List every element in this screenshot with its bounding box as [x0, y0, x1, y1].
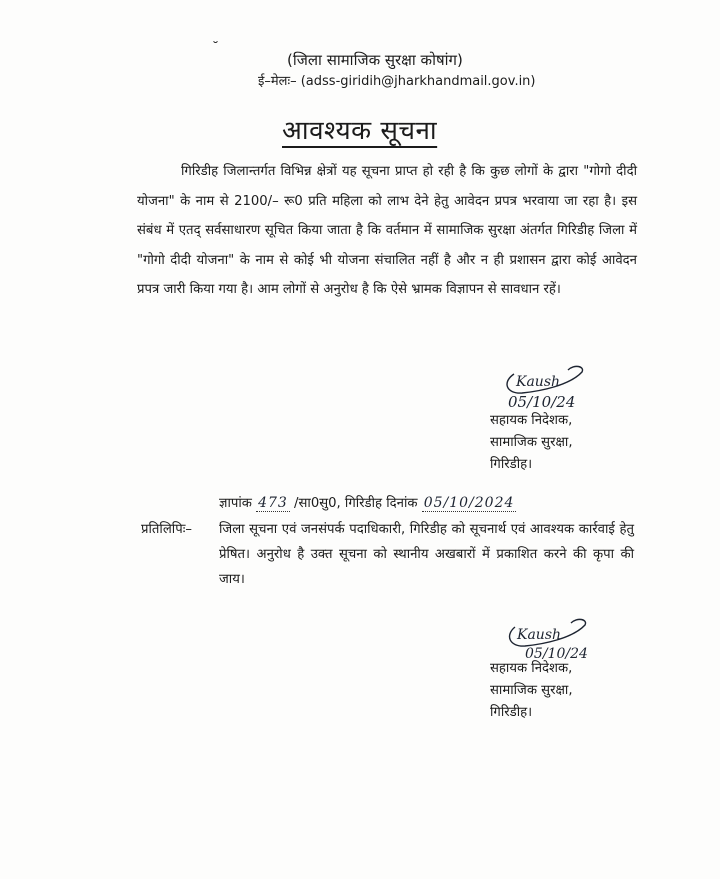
- signature-1-text: Kaush: [516, 374, 561, 390]
- memo-middle: /सा0सु0, गिरिडीह दिनांक: [294, 496, 418, 511]
- signatory-1-place: गिरिडीह।: [490, 457, 533, 472]
- header-mark: ˘: [212, 40, 219, 56]
- signature-1-date: 05/10/24: [508, 393, 576, 411]
- signature-2-date: 05/10/24: [525, 646, 588, 662]
- signatory-2-department: सामाजिक सुरक्षा,: [490, 683, 573, 698]
- memo-number: 473: [258, 495, 288, 511]
- notice-title: आवश्यक सूचना: [282, 116, 438, 146]
- memo-date: 05/10/2024: [423, 495, 515, 511]
- notice-body: गिरिडीह जिलान्तर्गत विभिन्न क्षेत्रों यह सूचना प्राप्त हो रही है कि कुछ लोगों के द्वारा "गोगो दीदी योजना" के नाम से 2100/– रू0 प्रति महिला को लाभ देने हेतु आवेदन प्रपत्र भरवाया जा रहा है। इस संबंध में एतद् सर्वसाधारण सूचित किया जाता है कि वर्तमान में सामाजिक सुरक्षा अंतर्गत गिरिडीह जिला में "गोगो दीदी योजना" के नाम से कोई भी योजना संचालित नहीं है और न ही प्रशासन द्वारा कोई आवेदन प्रपत्र जारी किया गया है। आम लोगों से अनुरोध है कि ऐसे भ्रामक विज्ञापन से सावधान रहें।: [137, 164, 637, 297]
- office-name: (जिला सामाजिक सुरक्षा कोषांग): [287, 51, 463, 69]
- memo-reference: [219, 493, 516, 511]
- copy-text: जिला सूचना एवं जनसंपर्क पदाधिकारी, गिरिडीह को सूचनार्थ एवं आवश्यक कार्रवाई हेतु प्रेषित। अनुरोध है उक्त सूचना को स्थानीय अखबारों में प्रकाशित करने की कृपा की जाय।: [219, 522, 634, 587]
- signatory-2: [490, 658, 573, 724]
- signatory-2-place: गिरिडीह।: [490, 705, 533, 720]
- signature-1: [500, 360, 595, 415]
- signatory-2-designation: सहायक निदेशक,: [490, 661, 573, 676]
- signatory-1-designation: सहायक निदेशक,: [490, 413, 573, 428]
- copy-label: प्रतिलिपिः–: [141, 522, 192, 537]
- memo-prefix: ज्ञापांक: [219, 496, 252, 511]
- signatory-1-department: सामाजिक सुरक्षा,: [490, 435, 573, 450]
- office-email: ई–मेलः– (adss-giridih@jharkhandmail.gov.in): [258, 74, 536, 89]
- signatory-1: [490, 410, 573, 476]
- signature-2-text: Kaush: [517, 627, 562, 643]
